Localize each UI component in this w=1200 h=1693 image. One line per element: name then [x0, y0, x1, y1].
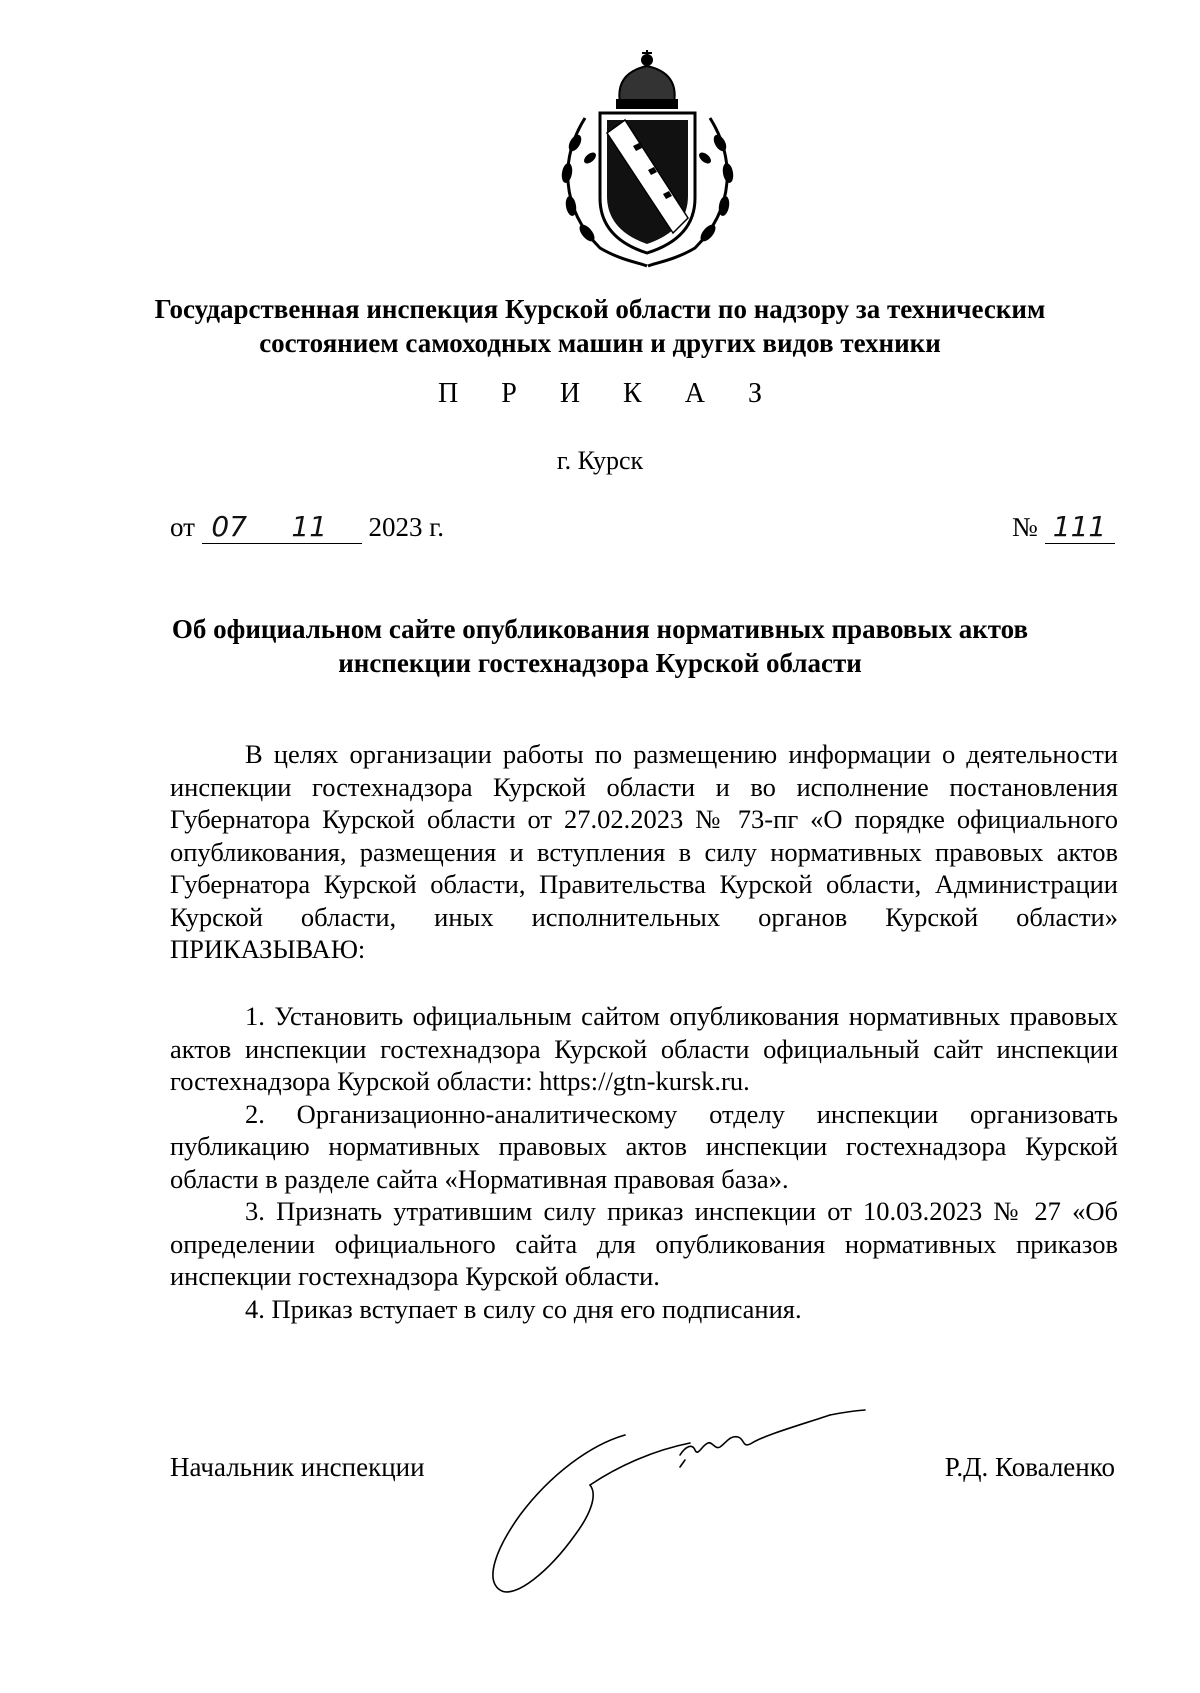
organization-title — [120, 292, 1080, 360]
date-month-handwritten: 11 — [257, 510, 362, 544]
order-item-1: 1. Установить официальным сайтом опубликования нормативных правовых актов инспекции гостехнадзора Курской области официальный сайт инспекции гостехнадзора Курской области: https://gtn-kursk.ru. — [170, 1001, 1118, 1096]
document-date — [170, 510, 444, 544]
organization-title-line2: состоянием самоходных машин и других видов техники — [259, 328, 941, 358]
kursk-coat-of-arms-icon — [545, 48, 750, 273]
preamble — [170, 738, 1118, 966]
order-items — [170, 1000, 1118, 1325]
order-item-2: 2. Организационно-аналитическому отделу инспекции организовать публикацию нормативных правовых актов инспекции гостехнадзора Курской области в разделе сайта «Нормативная правовая база». — [170, 1098, 1118, 1194]
organization-title-line1: Государственная инспекция Курской области по надзору за техническим — [154, 294, 1046, 324]
document-number — [1012, 510, 1115, 544]
date-year: 2023 г. — [368, 512, 444, 542]
document-type-heading: П Р И К А З — [438, 378, 780, 409]
document-city: г. Курск — [556, 446, 644, 475]
subject-line1: Об официальном сайте опубликования нормативных правовых актов — [171, 614, 1029, 644]
date-prefix: от — [170, 512, 195, 542]
signer-name: Р.Д. Коваленко — [944, 1452, 1115, 1482]
order-item-3: 3. Признать утратившим силу приказ инспекции от 10.03.2023 № 27 «Об определении официального сайта для опубликования нормативных приказов инспекции гостехнадзора Курской области. — [170, 1196, 1118, 1291]
signer-position: Начальник инспекции — [170, 1452, 425, 1482]
number-handwritten: 111 — [1045, 510, 1115, 544]
preamble-text: В целях организации работы по размещению информации о деятельности инспекции гостехнадзора Курской области и во исполнение постановления Губернатора Курской области от 27.02.2023 № 73-пг «О порядке официального опубликования, размещения и вступления в силу нормативных правовых актов Губернатора Курской области, Правительства Курской области, Администрации Курской области, иных исполнительных органов Курской области» ПРИКАЗЫВАЮ: — [170, 739, 1118, 964]
subject-line2: инспекции гостехнадзора Курской области — [338, 648, 862, 678]
document-subject — [150, 612, 1050, 680]
order-item-4: 4. Приказ вступает в силу со дня его подписания. — [245, 1293, 802, 1324]
handwritten-signature-icon — [480, 1405, 910, 1605]
number-prefix: № — [1012, 512, 1038, 542]
date-day-handwritten: 07 — [202, 510, 257, 544]
